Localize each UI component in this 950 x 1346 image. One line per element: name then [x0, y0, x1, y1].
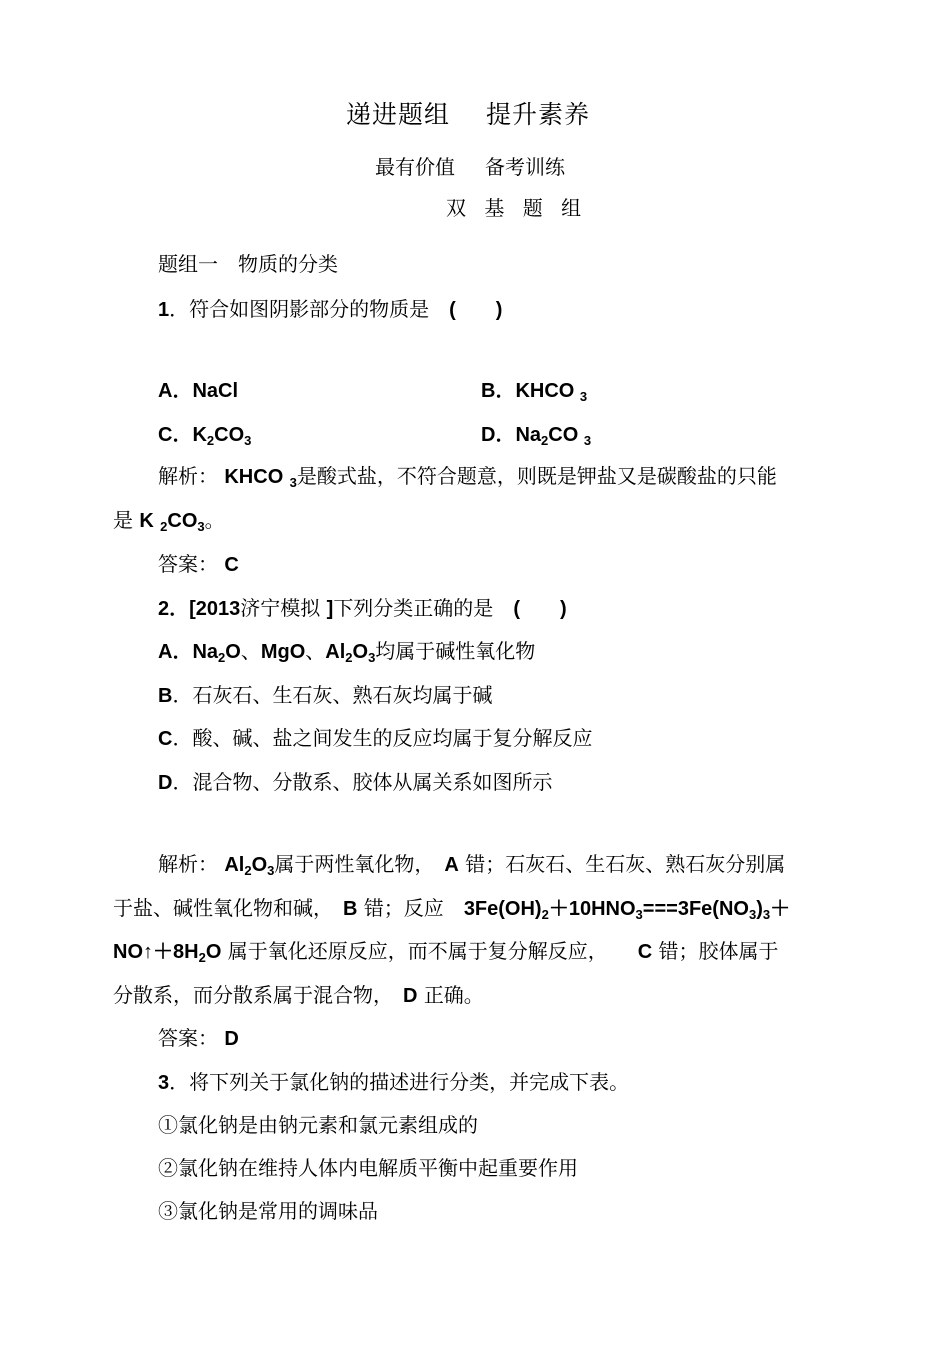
- q1-option-d: [481, 422, 591, 448]
- q2-text: 下列分类正确的是: [333, 596, 514, 620]
- q2-stem: [158, 595, 567, 622]
- title-right: 提升素养: [486, 100, 591, 129]
- q2-number: 2: [158, 598, 170, 620]
- q2-analysis-line1: [158, 851, 785, 878]
- q2-source: 济宁模拟: [240, 596, 321, 620]
- equation-part: NO↑＋8H: [113, 941, 199, 963]
- equation-part: 3Fe(OH): [463, 898, 542, 920]
- formula-part: O: [251, 854, 268, 876]
- option-text: ．石灰石、生石灰、熟石灰均属于碱: [172, 683, 493, 707]
- q1-stem: [158, 296, 502, 323]
- q1-option-c-formula: C．K: [158, 424, 207, 446]
- subtitle-left: 最有价值: [375, 155, 455, 179]
- q2-option-b: [158, 682, 492, 709]
- option-ref: C: [637, 941, 653, 963]
- q2-paren: ( ): [513, 598, 567, 620]
- title-left: 递进题组: [346, 100, 451, 129]
- formula-part: CO: [548, 424, 579, 446]
- formula-part: CO: [214, 424, 245, 446]
- option-label: B: [158, 685, 173, 707]
- analysis-text: 属于两性氧化物，: [274, 852, 425, 876]
- q2-analysis-line3: [113, 938, 779, 965]
- answer-label: 答案：: [158, 552, 218, 576]
- q1-number: 1: [158, 299, 170, 321]
- formula-part: KHCO: [224, 466, 284, 488]
- subscript: 2: [541, 433, 549, 448]
- q1-analysis-line2: [113, 507, 225, 534]
- analysis-text: 正确。: [423, 983, 484, 1007]
- q2-option-a: [158, 638, 535, 665]
- option-text: ．酸、碱、盐之间发生的反应均属于复分解反应: [172, 726, 593, 750]
- analysis-label: 解析：: [158, 852, 218, 876]
- q1-option-c: [158, 422, 251, 448]
- subscript: 3: [289, 475, 297, 490]
- q3-number: 3: [158, 1072, 170, 1094]
- formula-part: K: [139, 510, 154, 532]
- analysis-text: 。: [204, 508, 225, 532]
- q3-item-3: ③氯化钠是常用的调味品: [158, 1199, 378, 1223]
- section-heading: 双 基 题 组: [446, 196, 588, 220]
- q3-stem: [158, 1069, 629, 1096]
- subscript: 3: [244, 433, 252, 448]
- subscript: 3: [583, 433, 592, 448]
- subscript: 2: [206, 433, 215, 448]
- option-label: C: [158, 728, 173, 750]
- formula-part: CO: [167, 510, 198, 532]
- q3-item-1: ①氯化钠是由钠元素和氯元素组成的: [158, 1113, 478, 1137]
- option-text: ．混合物、分散系、胶体从属关系如图所示: [172, 770, 553, 794]
- option-ref: A: [444, 854, 459, 876]
- subscript: 3: [748, 907, 757, 922]
- formula-part: Na: [192, 641, 219, 663]
- answer-label: 答案：: [158, 1026, 218, 1050]
- answer-value: C: [224, 554, 239, 576]
- answer-value: D: [224, 1028, 239, 1050]
- equation-part: O: [205, 941, 222, 963]
- formula-part: O: [225, 641, 241, 663]
- q1-paren: ( ): [449, 299, 503, 321]
- analysis-label: 解析：: [158, 464, 218, 488]
- formula-part: MgO: [260, 641, 306, 663]
- page-subtitle: [375, 154, 565, 180]
- q1-option-d-formula: D．Na: [481, 424, 542, 446]
- subscript: 2: [345, 650, 353, 665]
- formula-part: Al: [224, 854, 245, 876]
- q3-text: ．将下列关于氯化钠的描述进行分类，并完成下表。: [169, 1070, 630, 1094]
- subscript: 3: [267, 863, 275, 878]
- analysis-text: 是: [113, 508, 133, 532]
- q1-option-b-formula: B．KHCO: [481, 380, 575, 402]
- analysis-text: 错；石灰石、生石灰、熟石灰分别属: [465, 852, 786, 876]
- option-ref: D: [403, 985, 418, 1007]
- subscript: 3: [197, 519, 205, 534]
- subscript: 3: [368, 650, 376, 665]
- equation-part: ): [756, 898, 763, 920]
- formula-part: O: [352, 641, 369, 663]
- subscript: 2: [218, 650, 226, 665]
- q1-option-a: A．NaCl: [158, 380, 239, 402]
- option-label: A．: [158, 641, 193, 663]
- option-label: D: [158, 772, 173, 794]
- subtitle-right: 备考训练: [485, 155, 565, 179]
- q2-analysis-line4: [113, 982, 484, 1009]
- option-text: 均属于碱性氧化物: [375, 639, 536, 663]
- q2-source-bracket-close: ]: [326, 598, 334, 620]
- q1-answer: [158, 551, 239, 578]
- subscript: 2: [198, 950, 206, 965]
- analysis-text: 于盐、碱性氧化物和碱，: [113, 896, 323, 920]
- subscript: 3: [635, 907, 643, 922]
- q1-analysis-line1: [158, 463, 777, 490]
- q2-answer: [158, 1025, 239, 1052]
- analysis-text: 错；胶体属于: [658, 939, 779, 963]
- q2-source-bracket: ．[2013: [169, 598, 241, 620]
- subscript: 2: [160, 519, 168, 534]
- q3-item-2: ②氯化钠在维持人体内电解质平衡中起重要作用: [158, 1156, 578, 1180]
- subscript: 3: [579, 389, 588, 404]
- analysis-text: 错；反应: [363, 896, 444, 920]
- group-heading: 题组一 物质的分类: [158, 252, 338, 276]
- separator: 、: [305, 639, 326, 663]
- q1-option-b: [481, 378, 587, 404]
- separator: 、: [240, 639, 261, 663]
- equation-part: ===3Fe(NO: [642, 898, 749, 920]
- formula-part: Al: [325, 641, 346, 663]
- analysis-text: 是酸式盐，不符合题意，则既是钾盐又是碳酸盐的只能: [296, 464, 777, 488]
- q1-text: ．符合如图阴影部分的物质是: [169, 297, 450, 321]
- subscript: 3: [762, 907, 771, 922]
- analysis-text: 分散系，而分散系属于混合物，: [113, 983, 383, 1007]
- option-ref: B: [343, 898, 358, 920]
- q2-analysis-line2: [113, 895, 790, 922]
- q2-option-c: [158, 725, 592, 752]
- analysis-text: 属于氧化还原反应，而不属于复分解反应，: [227, 939, 598, 963]
- equation-part: ＋10HNO: [548, 898, 636, 920]
- subscript: 2: [244, 863, 252, 878]
- equation-part: ＋: [770, 898, 791, 920]
- q2-option-d: [158, 769, 552, 796]
- page-title: [346, 102, 590, 128]
- subscript: 2: [541, 907, 549, 922]
